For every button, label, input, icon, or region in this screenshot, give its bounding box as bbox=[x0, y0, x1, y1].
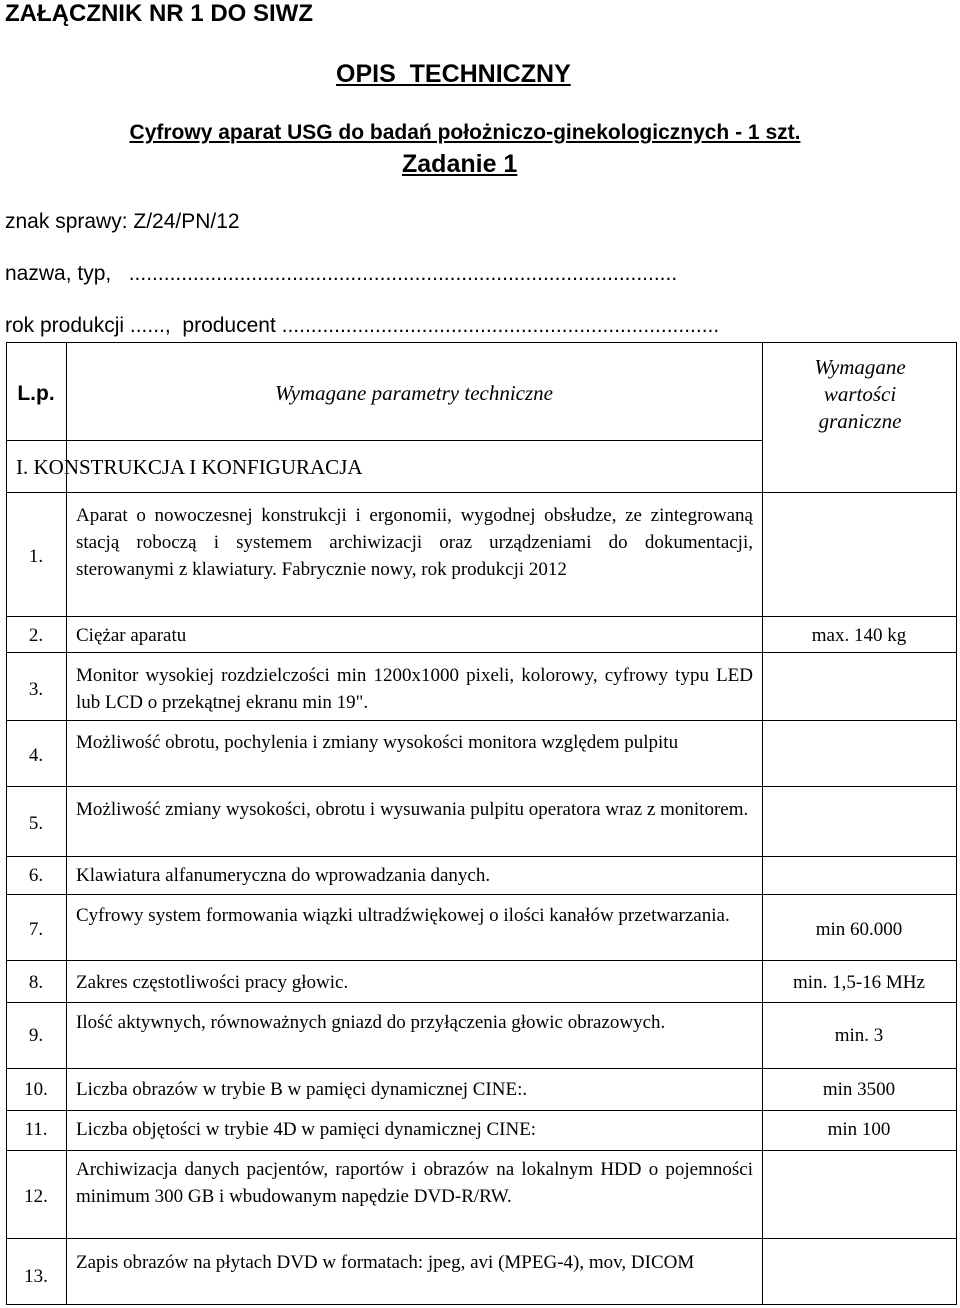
row-number: 13. bbox=[24, 1266, 48, 1287]
column-header-parameters: Wymagane parametry techniczne bbox=[275, 381, 553, 405]
row-number: 8. bbox=[28, 972, 44, 993]
row-number: 10. bbox=[24, 1079, 48, 1100]
row-description: Zapis obrazów na płytach DVD w formatach: jpeg, avi (MPEG-4), mov, DICOM bbox=[76, 1252, 695, 1273]
row-value: min 100 bbox=[827, 1119, 891, 1140]
production-line: rok produkcji ......, producent ........................................................................... bbox=[5, 314, 720, 337]
row-number: 3. bbox=[28, 679, 44, 700]
row-description: Ilość aktywnych, równoważnych gniazd do przyłączenia głowic obrazowych. bbox=[76, 1012, 666, 1033]
row-number: 9. bbox=[28, 1025, 44, 1046]
row-number: 6. bbox=[28, 865, 44, 886]
row-value: min 60.000 bbox=[815, 919, 903, 940]
row-number: 7. bbox=[28, 919, 44, 940]
row-description: Archiwizacja danych pacjentów, raportów i obrazów na lokalnym HDD o pojemności minimum 300 GB i wbudowanym napędzie DVD-R/RW. bbox=[76, 1159, 753, 1207]
row-description: Liczba obrazów w trybie B w pamięci dynamicznej CINE:. bbox=[76, 1079, 528, 1100]
row-description: Klawiatura alfanumeryczna do wprowadzania danych. bbox=[76, 865, 491, 886]
row-number: 4. bbox=[28, 745, 44, 766]
row-description: Możliwość zmiany wysokości, obrotu i wysuwania pulpitu operatora wraz z monitorem. bbox=[76, 799, 749, 820]
column-header-values: Wymagane wartości graniczne bbox=[814, 355, 906, 433]
case-number: znak sprawy: Z/24/PN/12 bbox=[5, 210, 240, 233]
name-type-line: nazwa, typ, .............................................................................................. bbox=[5, 262, 678, 285]
section-heading: I. KONSTRUKCJA I KONFIGURACJA bbox=[16, 455, 363, 479]
row-description: Liczba objętości w trybie 4D w pamięci dynamicznej CINE: bbox=[76, 1119, 537, 1140]
row-description: Zakres częstotliwości pracy głowic. bbox=[76, 972, 349, 993]
row-number: 5. bbox=[28, 813, 44, 834]
annex-heading: ZAŁĄCZNIK NR 1 DO SIWZ bbox=[5, 0, 313, 27]
document-subtitle: Cyfrowy aparat USG do badań położniczo-ginekologicznych - 1 szt. bbox=[129, 121, 801, 144]
row-description: Aparat o nowoczesnej konstrukcji i ergonomii, wygodnej obsłudze, ze zintegrowaną stacją roboczą i systemem archiwizacji oraz urządzeniami do dokumentacji, sterowanymi z klawiatury. Fabrycznie nowy, rok produkcji 2012 bbox=[76, 505, 753, 580]
column-header-lp: L.p. bbox=[17, 382, 55, 405]
document-title: OPIS TECHNICZNY bbox=[336, 60, 571, 88]
row-description: Możliwość obrotu, pochylenia i zmiany wysokości monitora względem pulpitu bbox=[76, 732, 679, 753]
row-value: max. 140 kg bbox=[811, 625, 907, 646]
row-number: 1. bbox=[28, 546, 44, 567]
row-description: Cyfrowy system formowania wiązki ultradźwiękowej o ilości kanałów przetwarzania. bbox=[76, 905, 730, 926]
row-description: Ciężar aparatu bbox=[76, 625, 187, 646]
row-value: min. 1,5-16 MHz bbox=[793, 972, 925, 993]
task-label: Zadanie 1 bbox=[402, 150, 518, 178]
row-number: 2. bbox=[28, 625, 44, 646]
row-value: min. 3 bbox=[834, 1025, 884, 1046]
row-value: min 3500 bbox=[822, 1079, 896, 1100]
row-number: 11. bbox=[24, 1119, 48, 1140]
row-description: Monitor wysokiej rozdzielczości min 1200x1000 pixeli, kolorowy, cyfrowy typu LED lub LCD o przekątnej ekranu min 19". bbox=[76, 665, 753, 713]
row-number: 12. bbox=[24, 1186, 48, 1207]
